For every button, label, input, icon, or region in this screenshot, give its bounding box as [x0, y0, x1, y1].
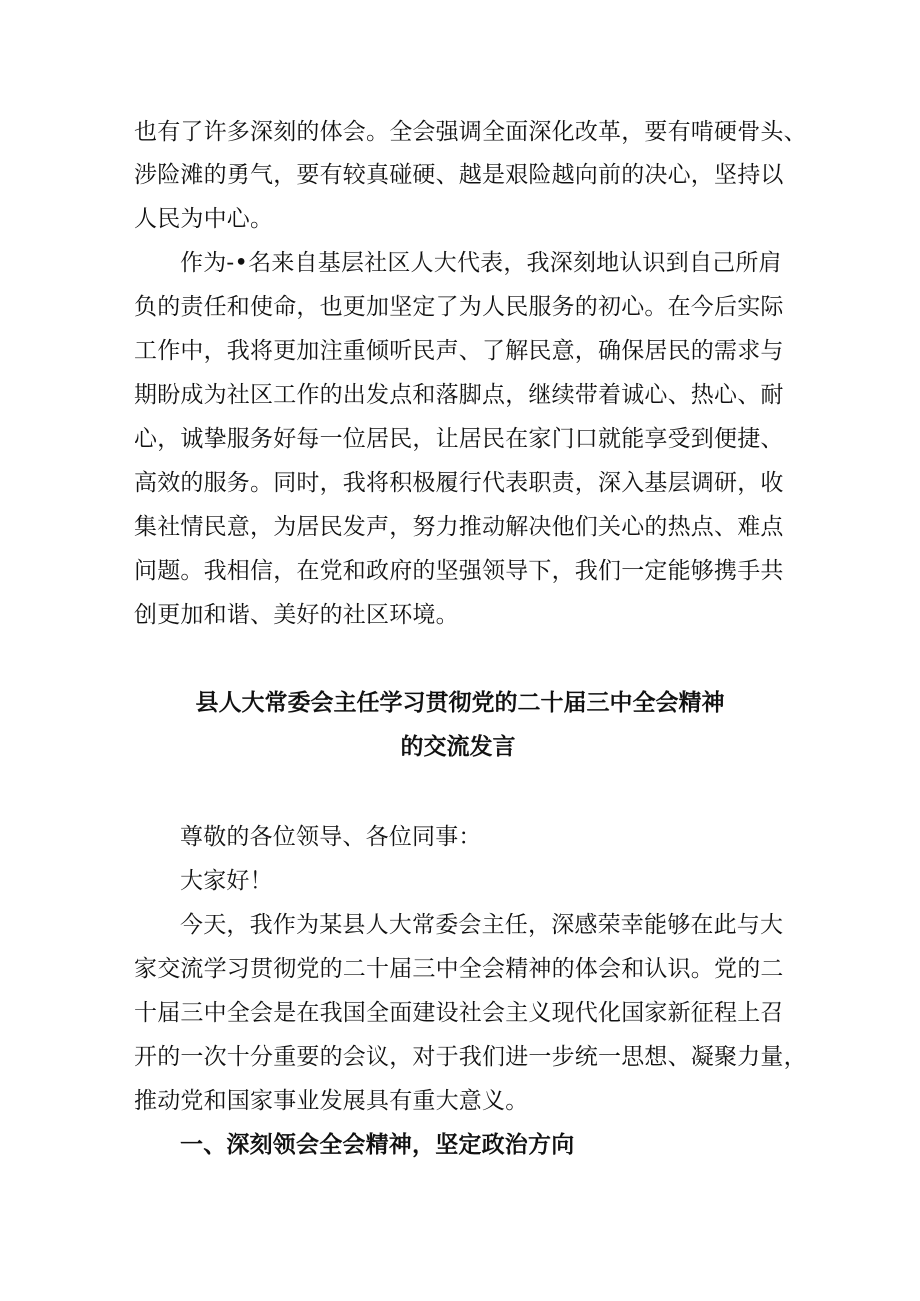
paragraph-line: 期盼成为社区工作的出发点和落脚点，继续带着诚心、热心、耐	[134, 382, 784, 408]
paragraph-line: 涉险滩的勇气，要有较真碰硬、越是艰险越向前的决心，坚持以	[134, 162, 784, 188]
paragraph-line: 创更加和谐、美好的社区环境。	[134, 602, 459, 628]
salutation: 尊敬的各位领导、各位同事：	[180, 824, 482, 850]
paragraph-line: 作为-•名来自基层社区人大代表，我深刻地认识到自己所肩	[180, 250, 782, 276]
paragraph-line: 今天，我作为某县人大常委会主任，深感荣幸能够在此与大	[180, 912, 784, 938]
paragraph-line: 心，诚挚服务好每一位居民，让居民在家门口就能享受到便捷、	[134, 426, 784, 452]
paragraph-line: 十届三中全会是在我国全面建设社会主义现代化国家新征程上召	[134, 1000, 784, 1026]
greeting: 大家好！	[180, 868, 273, 894]
paragraph-line: 家交流学习贯彻党的二十届三中全会精神的体会和认识。党的二	[134, 956, 784, 982]
paragraph-line: 工作中，我将更加注重倾听民声、了解民意，确保居民的需求与	[134, 338, 784, 364]
paragraph-line: 人民为中心。	[134, 206, 274, 232]
document-title-continued: 的交流发言	[400, 734, 516, 760]
section-heading: 一、深刻领会全会精神，坚定政治方向	[180, 1132, 575, 1158]
paragraph-line: 高效的服务。同时，我将积极履行代表职责，深入基层调研，收	[134, 470, 784, 496]
paragraph-line: 负的责任和使命，也更加坚定了为人民服务的初心。在今后实际	[134, 294, 784, 320]
paragraph-line: 问题。我相信，在党和政府的坚强领导下，我们一定能够携手共	[134, 558, 784, 584]
paragraph-line: 推动党和国家事业发展具有重大意义。	[134, 1088, 529, 1114]
document-title: 县人大常委会主任学习贯彻党的二十届三中全会精神	[195, 690, 725, 716]
paragraph-line: 开的一次十分重要的会议，对于我们进一步统一思想、凝聚力量，	[134, 1044, 807, 1070]
paragraph-line: 集社情民意，为居民发声，努力推动解决他们关心的热点、难点	[134, 514, 784, 540]
paragraph-line: 也有了许多深刻的体会。全会强调全面深化改革，要有啃硬骨头、	[134, 119, 807, 145]
